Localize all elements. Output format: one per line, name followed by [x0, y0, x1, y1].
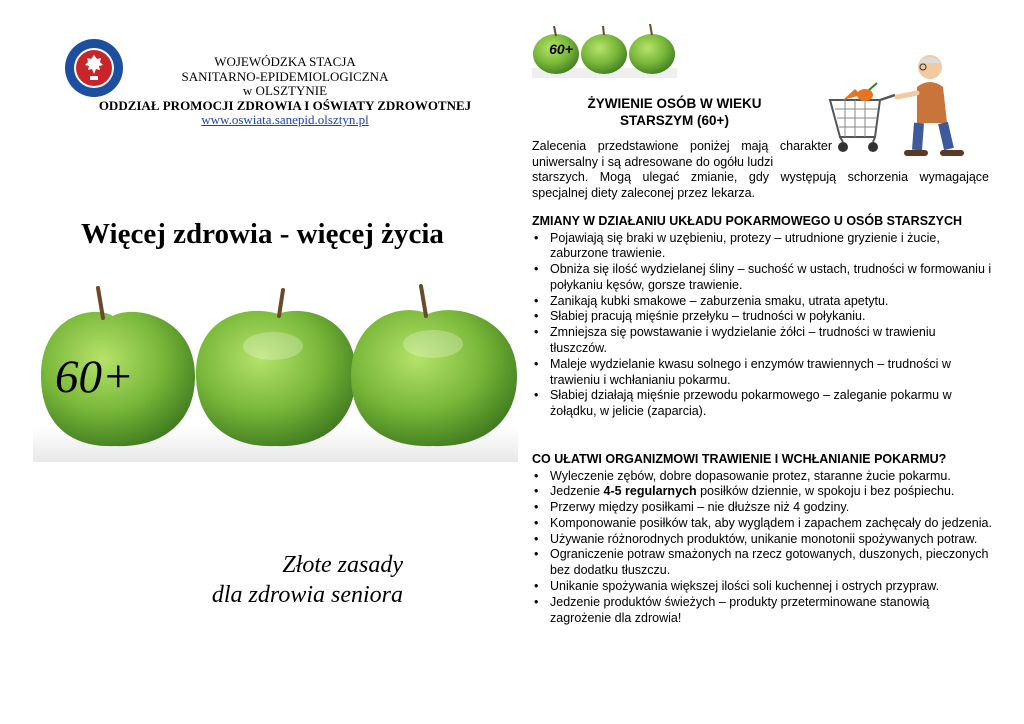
institution-header [60, 55, 510, 128]
cover-subtitle-line-2: dla zdrowia seniora [211, 582, 403, 608]
age-badge-large: 60+ [55, 351, 134, 403]
article-title-line-2: STARSZYM (60+) [620, 113, 729, 128]
cover-subtitle [150, 550, 403, 610]
list-item [532, 484, 992, 500]
help-list [532, 469, 992, 627]
list-item: • Słabiej pracują mięśnie przełyku – trudności w połykaniu. [532, 309, 992, 325]
list-item: • Komponowanie posiłków tak, aby wyglądem i zapachem zachęcały do jedzenia. [532, 516, 992, 532]
intro-part-1: Zalecenia przedstawione poniżej mają charakter uniwersalny i są adresowane do ogółu ludzi [532, 139, 832, 169]
cover-title: Więcej zdrowia - więcej życia [81, 218, 444, 250]
age-badge-small: 60+ [549, 41, 573, 57]
institution-line-3: w OLSZTYNIE [242, 83, 328, 98]
intro-part-2: starszych. Mogą ulegać zmianie, gdy występują schorzenia wymagające specjalnej diety zaleconej przez lekarza. [532, 170, 989, 200]
list-item: • Wyleczenie zębów, dobre dopasowanie protez, staranne żucie pokarmu. [532, 469, 992, 485]
section-heading-help: CO UŁATWI ORGANIZMOWI TRAWIENIE I WCHŁANIANIE POKARMU? [532, 452, 947, 466]
list-item: • Pojawiają się braki w uzębieniu, protezy – utrudnione gryzienie i żucie, zaburzone trawienie. [532, 231, 992, 263]
list-item: • Maleje wydzielanie kwasu solnego i enzymów trawiennych – trudności w trawieniu i wchłanianiu pokarmu. [532, 357, 992, 389]
changes-list [532, 231, 992, 421]
list-item: • Ograniczenie potraw smażonych na rzecz gotowanych, duszonych, pieczonych bez dodatku tłuszczu. [532, 547, 992, 579]
list-item: • Przerwy między posiłkami – nie dłuższe niż 4 godziny. [532, 500, 992, 516]
list-item: • Zanikają kubki smakowe – zaburzenia smaku, utrata apetytu. [532, 294, 992, 310]
article-title [532, 95, 817, 129]
list-item: • Unikanie spożywania większej ilości soli kuchennej i ostrych przypraw. [532, 579, 992, 595]
list-item-text: posiłków dziennie, w spokoju i bez pośpiechu. [696, 484, 955, 499]
section-heading-changes: ZMIANY W DZIAŁANIU UKŁADU POKARMOWEGO U OSÓB STARSZYCH [532, 214, 963, 228]
list-item: • Zmniejsza się powstawanie i wydzielanie żółci – trudności w trawieniu tłuszczów. [532, 325, 992, 357]
list-item: • Używanie różnorodnych produktów, unikanie monotonii spożywanych potraw. [532, 532, 992, 548]
article-intro [532, 139, 989, 201]
list-item-text: Jedzenie [550, 484, 604, 499]
list-item: • Jedzenie produktów świeżych – produkty przeterminowane stanowią zagrożenie dla zdrowia! [532, 595, 992, 627]
article-title-line-1: ŻYWIENIE OSÓB W WIEKU [587, 96, 762, 111]
department-name: ODDZIAŁ PROMOCJI ZDROWIA I OŚWIATY ZDROWOTNEJ [98, 97, 472, 113]
digestion-help-section [532, 452, 992, 626]
list-item: • Słabiej działają mięśnie przewodu pokarmowego – zaleganie pokarmu w żołądku, w jelicie (zaparcia). [532, 388, 992, 420]
website-link[interactable]: www.oswiata.sanepid.olsztyn.pl [201, 112, 369, 127]
digestive-changes-section [532, 214, 992, 420]
list-item-emphasis: 4-5 regularnych [603, 484, 697, 499]
institution-line-1: WOJEWÓDZKA STACJA [214, 54, 356, 69]
cover-subtitle-line-1: Złote zasady [282, 552, 403, 578]
list-item: • Obniża się ilość wydzielanej śliny – suchość w ustach, trudności w formowaniu i połykaniu kęsów, gorsze trawienie. [532, 262, 992, 294]
institution-line-2: SANITARNO-EPIDEMIOLOGICZNA [181, 68, 389, 84]
